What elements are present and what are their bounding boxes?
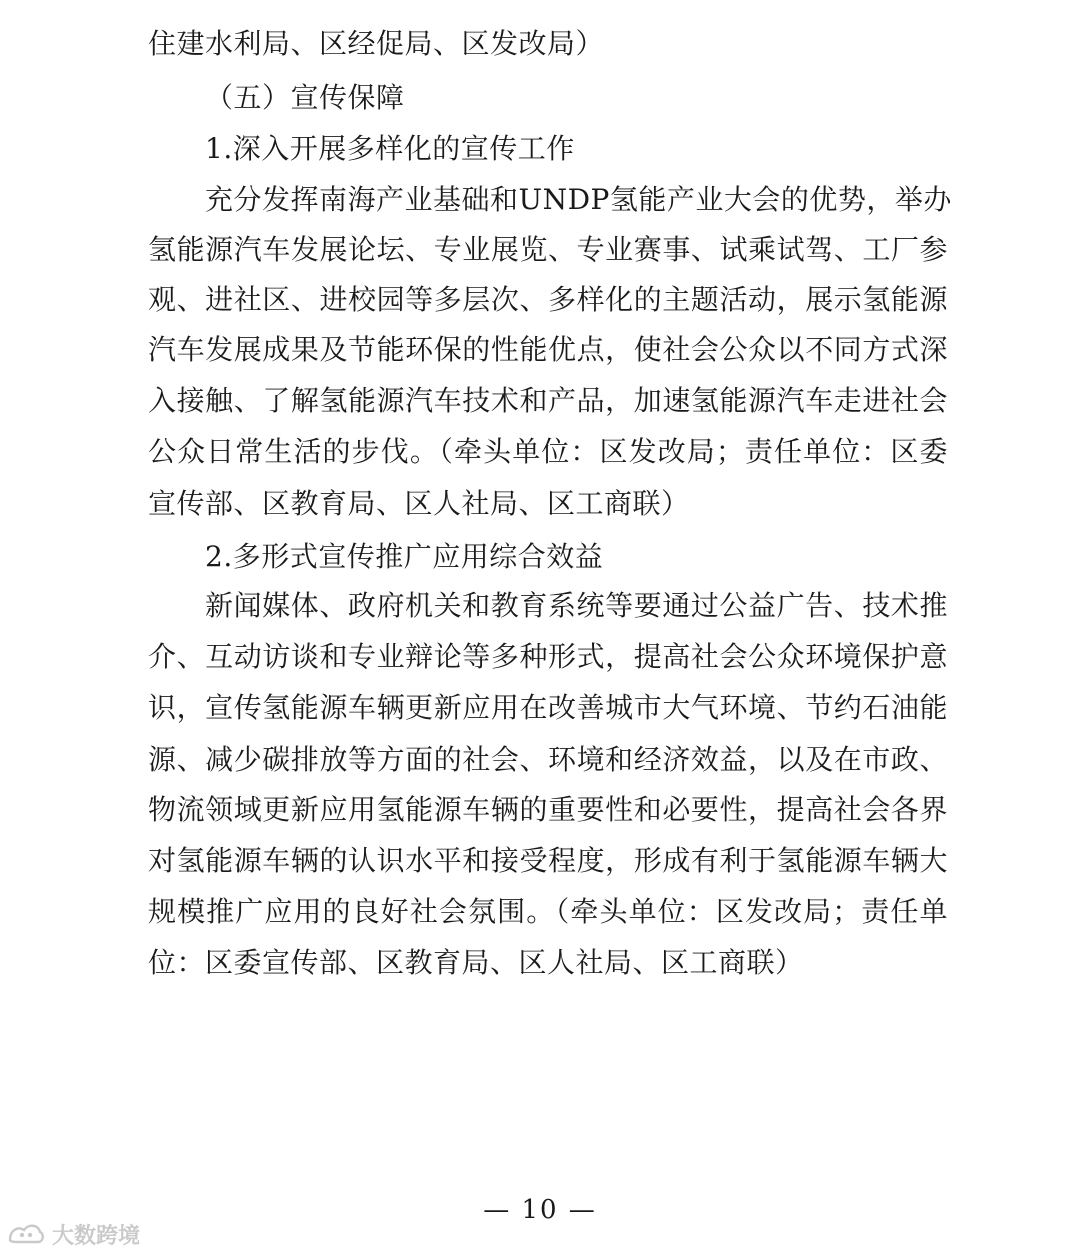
paragraph-1-line-3: 观、进社区、进校园等多层次、多样化的主题活动，展示氢能源 — [148, 283, 948, 316]
paragraph-1-line-5: 入接触、了解氢能源汽车技术和产品，加速氢能源汽车走进社会 — [148, 384, 948, 417]
paragraph-2-line-1: 新闻媒体、政府机关和教育系统等要通过公益广告、技术推 — [205, 589, 948, 622]
watermark — [6, 1217, 140, 1251]
text-line-1: 住建水利局、区经促局、区发改局） — [148, 27, 605, 60]
subheading-2: 2.多形式宣传推广应用综合效益 — [205, 540, 604, 573]
paragraph-2-line-6: 对氢能源车辆的认识水平和接受程度，形成有利于氢能源车辆大 — [148, 844, 948, 877]
paragraph-1-line-4: 汽车发展成果及节能环保的性能优点，使社会公众以不同方式深 — [148, 333, 948, 366]
section-heading: （五）宣传保障 — [205, 81, 405, 114]
paragraph-2-line-4: 源、减少碳排放等方面的社会、环境和经济效益，以及在市政、 — [148, 743, 948, 776]
watermark-logo-icon — [6, 1220, 46, 1248]
paragraph-1-line-1: 充分发挥南海产业基础和UNDP氢能产业大会的优势，举办 — [205, 183, 952, 216]
paragraph-2-line-5: 物流领域更新应用氢能源车辆的重要性和必要性，提高社会各界 — [148, 793, 948, 826]
watermark-text: 大数跨境 — [52, 1223, 141, 1249]
paragraph-2-line-2: 介、互动访谈和专业辩论等多种形式，提高社会公众环境保护意 — [148, 640, 948, 673]
paragraph-1-line-7: 宣传部、区教育局、区人社局、区工商联） — [148, 487, 690, 520]
paragraph-2-line-8: 位：区委宣传部、区教育局、区人社局、区工商联） — [148, 946, 804, 979]
subheading-1: 1.深入开展多样化的宣传工作 — [205, 132, 575, 165]
paragraph-2-line-3: 识，宣传氢能源车辆更新应用在改善城市大气环境、节约石油能 — [148, 691, 948, 724]
paragraph-1-line-2: 氢能源汽车发展论坛、专业展览、专业赛事、试乘试驾、工厂参 — [148, 233, 948, 266]
paragraph-2-line-7: 规模推广应用的良好社会氛围。（牵头单位：区发改局；责任单 — [148, 895, 948, 928]
paragraph-1-line-6: 公众日常生活的步伐。（牵头单位：区发改局；责任单位：区委 — [148, 435, 948, 468]
page-number: — 10 — — [483, 1195, 597, 1225]
